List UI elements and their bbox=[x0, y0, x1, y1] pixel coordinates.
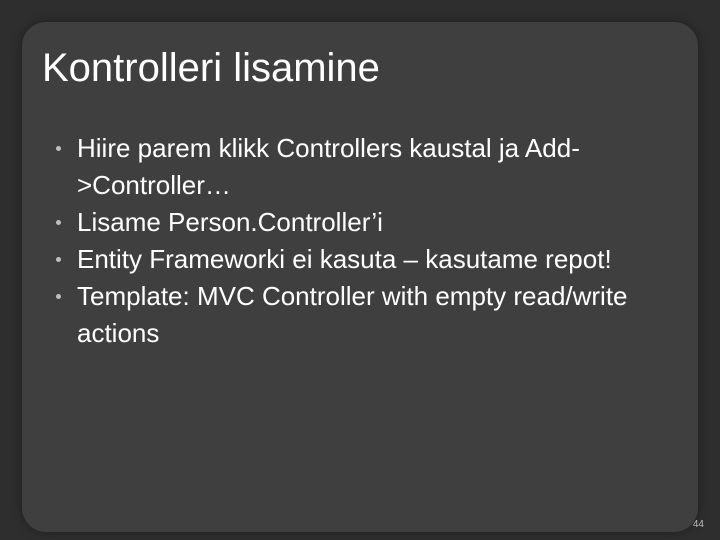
bullet-text: Lisame Person.Controller’i bbox=[77, 207, 383, 237]
bullet-item bbox=[56, 204, 656, 241]
slide-title: Kontrolleri lisamine bbox=[42, 46, 380, 90]
bullet-item bbox=[56, 130, 656, 204]
bullet-dot-icon bbox=[56, 220, 61, 225]
bullet-list bbox=[56, 130, 656, 352]
bullet-dot-icon bbox=[56, 146, 61, 151]
bullet-text: Entity Frameworki ei kasuta – kasutame repot! bbox=[77, 244, 612, 274]
page-number: 44 bbox=[692, 519, 704, 530]
bullet-dot-icon bbox=[56, 257, 61, 262]
bullet-item bbox=[56, 278, 656, 352]
bullet-text: Template: MVC Controller with empty read/write actions bbox=[77, 281, 628, 348]
bullet-text: Hiire parem klikk Controllers kaustal ja Add->Controller… bbox=[77, 133, 580, 200]
bullet-item bbox=[56, 241, 656, 278]
bullet-dot-icon bbox=[56, 294, 61, 299]
